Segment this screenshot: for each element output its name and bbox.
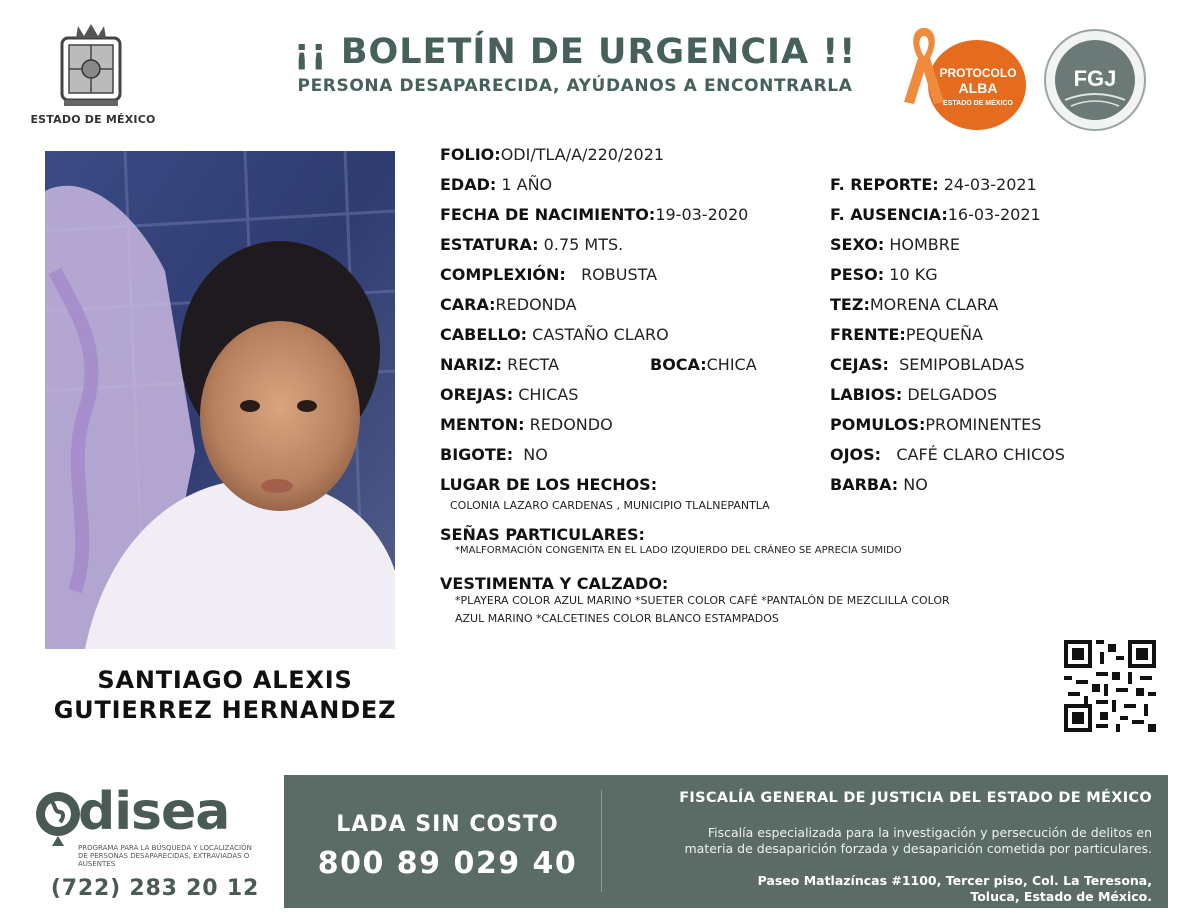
- estatura-row: [440, 235, 623, 255]
- odisea-logo-word: disea: [78, 782, 230, 842]
- f-reporte-label: F. REPORTE:: [830, 175, 939, 194]
- fiscalia-description: [600, 825, 1152, 857]
- state-label: ESTADO DE MÉXICO: [30, 113, 156, 126]
- menton-value: REDONDO: [529, 415, 613, 434]
- complexion-row: [440, 265, 657, 285]
- pomulos-value: PROMINENTES: [925, 415, 1042, 434]
- nariz-label: NARIZ:: [440, 355, 503, 374]
- fiscalia-address-line2: Toluca, Estado de México.: [970, 889, 1152, 904]
- complexion-value: ROBUSTA: [581, 265, 658, 284]
- fiscalia-address: [600, 873, 1152, 905]
- fiscalia-desc-line1: Fiscalía especializada para la investigación y persecución de delitos en: [707, 825, 1152, 840]
- ojos-row: [830, 445, 1065, 465]
- cabello-row: [440, 325, 669, 345]
- menton-label: MENTON:: [440, 415, 525, 434]
- bigote-row: [440, 445, 548, 465]
- toll-free-number[interactable]: 800 89 029 40: [317, 846, 578, 881]
- ojos-value: CAFÉ CLARO CHICOS: [896, 445, 1065, 464]
- complexion-label: COMPLEXIÓN:: [440, 265, 566, 284]
- missing-person-photo: [45, 151, 395, 649]
- vestimenta-label: VESTIMENTA Y CALZADO:: [440, 574, 669, 593]
- senas-value: *MALFORMACIÓN CONGENITA EN EL LADO IZQUIERDO DEL CRÁNEO SE APRECIA SUMIDO: [455, 545, 902, 556]
- cabello-label: CABELLO:: [440, 325, 528, 344]
- peso-label: PESO:: [830, 265, 885, 284]
- f-ausencia-label: F. AUSENCIA:: [830, 205, 948, 224]
- cara-value: REDONDA: [495, 295, 577, 314]
- estatura-value: 0.75 MTS.: [543, 235, 624, 254]
- peso-value: 10 KG: [889, 265, 938, 284]
- person-name: [40, 665, 410, 725]
- orejas-label: OREJAS:: [440, 385, 514, 404]
- odisea-desc-line3: AUSENTES: [78, 860, 116, 868]
- sexo-row: [830, 235, 960, 255]
- barba-row: [830, 475, 928, 495]
- person-name-line2: GUTIERREZ HERNANDEZ: [53, 696, 397, 724]
- edad-value: 1 AÑO: [501, 175, 553, 194]
- fiscalia-address-line1: Paseo Matlazíncas #1100, Tercer piso, Col. La Teresona,: [757, 873, 1152, 888]
- vestimenta-label-row: [440, 574, 668, 594]
- odisea-pin-icon: [34, 790, 82, 846]
- f-reporte-value: 24-03-2021: [943, 175, 1037, 194]
- peso-row: [830, 265, 938, 285]
- nariz-row: [440, 355, 559, 375]
- tez-label: TEZ:: [830, 295, 870, 314]
- folio-label: FOLIO:: [440, 145, 501, 164]
- lugar-label-row: [440, 475, 657, 495]
- bigote-value: NO: [523, 445, 548, 464]
- odisea-desc-line1: PROGRAMA PARA LA BÚSQUEDA Y LOCALIZACIÓN: [78, 844, 252, 852]
- frente-label: FRENTE:: [830, 325, 906, 344]
- cejas-label: CEJAS:: [830, 355, 889, 374]
- cejas-value: SEMIPOBLADAS: [899, 355, 1025, 374]
- qr-code-icon[interactable]: [1064, 640, 1156, 732]
- vestimenta-line2: AZUL MARINO *CALCETINES COLOR BLANCO ESTAMPADOS: [455, 612, 779, 625]
- frente-row: [830, 325, 983, 345]
- edad-row: [440, 175, 552, 195]
- bulletin-subtitle: PERSONA DESAPARECIDA, AYÚDANOS A ENCONTRARLA: [297, 76, 853, 96]
- fecha-nacimiento-value: 19-03-2020: [655, 205, 749, 224]
- orejas-row: [440, 385, 578, 405]
- f-ausencia-value: 16-03-2021: [947, 205, 1041, 224]
- barba-label: BARBA:: [830, 475, 899, 494]
- boca-row: [650, 355, 757, 375]
- lugar-label: LUGAR DE LOS HECHOS:: [440, 475, 658, 494]
- nariz-value: RECTA: [507, 355, 560, 374]
- svg-text:FGJ: FGJ: [1073, 66, 1117, 91]
- labios-value: DELGADOS: [907, 385, 998, 404]
- odisea-description: [78, 844, 278, 868]
- barba-value: NO: [903, 475, 928, 494]
- alba-logo-line1: PROTOCOLO: [939, 66, 1017, 80]
- tez-value: MORENA CLARA: [869, 295, 999, 314]
- toll-free-label: LADA SIN COSTO: [336, 812, 559, 837]
- fgj-seal-icon: [1043, 28, 1147, 132]
- frente-value: PEQUEÑA: [905, 325, 983, 344]
- senas-label: SEÑAS PARTICULARES:: [440, 525, 645, 544]
- fecha-nacimiento-row: [440, 205, 748, 225]
- vestimenta-line1: *PLAYERA COLOR AZUL MARINO *SUETER COLOR CAFÉ *PANTALÓN DE MEZCLILLA COLOR: [455, 594, 950, 607]
- boca-label: BOCA:: [650, 355, 707, 374]
- edad-label: EDAD:: [440, 175, 497, 194]
- alba-logo-line2: ALBA: [958, 80, 998, 96]
- boca-value: CHICA: [706, 355, 757, 374]
- ojos-label: OJOS:: [830, 445, 882, 464]
- odisea-desc-line2: DE PERSONAS DESAPARECIDAS, EXTRAVIADAS O: [78, 852, 250, 860]
- estatura-label: ESTATURA:: [440, 235, 539, 254]
- pomulos-label: POMULOS:: [830, 415, 926, 434]
- labios-label: LABIOS:: [830, 385, 903, 404]
- f-reporte-row: [830, 175, 1037, 195]
- labios-row: [830, 385, 997, 405]
- bigote-label: BIGOTE:: [440, 445, 514, 464]
- cabello-value: CASTAÑO CLARO: [532, 325, 669, 344]
- person-name-line1: SANTIAGO ALEXIS: [97, 666, 353, 694]
- sexo-value: HOMBRE: [889, 235, 960, 254]
- sexo-label: SEXO:: [830, 235, 885, 254]
- folio-row: [440, 145, 664, 165]
- alba-logo-line3: ESTADO DE MÉXICO: [943, 100, 1013, 107]
- tez-row: [830, 295, 998, 315]
- cara-label: CARA:: [440, 295, 496, 314]
- f-ausencia-row: [830, 205, 1041, 225]
- fecha-nacimiento-label: FECHA DE NACIMIENTO:: [440, 205, 656, 224]
- cara-row: [440, 295, 577, 315]
- folio-value: ODI/TLA/A/220/2021: [500, 145, 665, 164]
- odisea-phone[interactable]: (722) 283 20 12: [50, 876, 260, 901]
- fiscalia-title: FISCALÍA GENERAL DE JUSTICIA DEL ESTADO DE MÉXICO: [679, 790, 1152, 806]
- lugar-value: COLONIA LAZARO CARDENAS , MUNICIPIO TLALNEPANTLA: [450, 499, 770, 512]
- cejas-row: [830, 355, 1024, 375]
- menton-row: [440, 415, 613, 435]
- fiscalia-desc-line2: materia de desaparición forzada y desaparición cometida por particulares.: [684, 841, 1152, 856]
- state-coat-of-arms-icon: [52, 20, 130, 108]
- orejas-value: CHICAS: [518, 385, 579, 404]
- pomulos-row: [830, 415, 1041, 435]
- bulletin-title: ¡¡ BOLETÍN DE URGENCIA !!: [293, 32, 857, 72]
